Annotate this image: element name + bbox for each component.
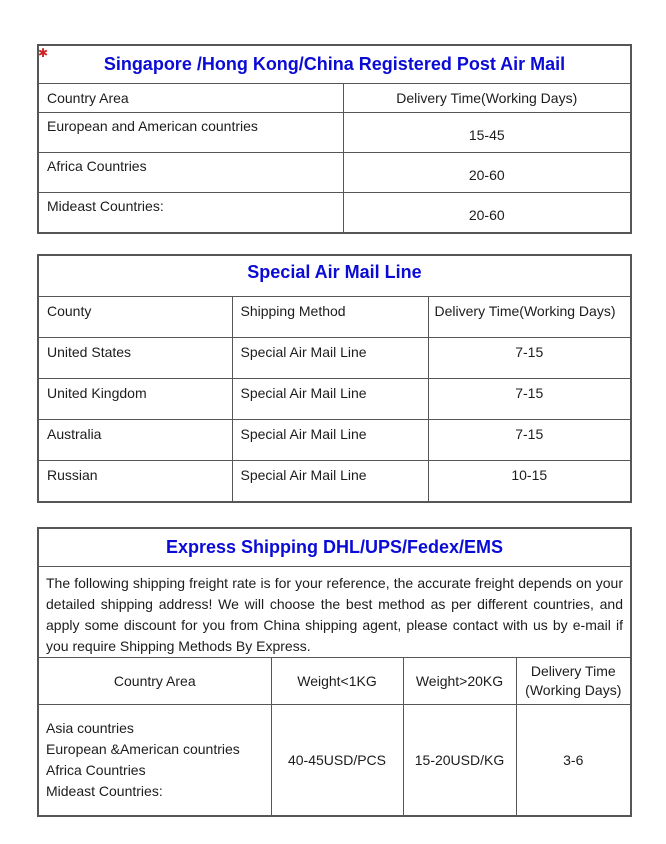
delivery-time-cell: 20-60 (343, 153, 631, 193)
table-row (38, 379, 631, 420)
column-header-county: County (38, 297, 232, 338)
column-header-delivery-time: Delivery Time (Working Days) (516, 658, 631, 705)
country-cell: Africa Countries (38, 153, 343, 193)
shipping-method-cell: Special Air Mail Line (232, 338, 428, 379)
delivery-time-cell: 7-15 (428, 420, 631, 461)
shipping-method-cell: Special Air Mail Line (232, 461, 428, 503)
column-header-delivery-time: Delivery Time(Working Days) (428, 297, 631, 338)
delivery-time-cell: 7-15 (428, 338, 631, 379)
shipping-method-cell: Special Air Mail Line (232, 379, 428, 420)
country-cell: Russian (38, 461, 232, 503)
delivery-time-cell: 7-15 (428, 379, 631, 420)
column-header-country-area: Country Area (38, 658, 271, 705)
column-header-country-area: Country Area (38, 84, 343, 113)
table-header-row (38, 297, 631, 338)
special-air-mail-title: Special Air Mail Line (38, 255, 631, 297)
delivery-time-cell: 20-60 (343, 193, 631, 234)
country-cell: United States (38, 338, 232, 379)
table-title-row (38, 45, 631, 84)
delivery-time-cell: 15-45 (343, 113, 631, 153)
express-shipping-table (37, 527, 632, 817)
country-cell: European and American countries (38, 113, 343, 153)
country-cell: Mideast Countries: (38, 193, 343, 234)
table-row (38, 461, 631, 503)
table-row (38, 113, 631, 153)
country-cell: United Kingdom (38, 379, 232, 420)
weight-lt-1kg-cell: 40-45USD/PCS (271, 705, 403, 817)
red-mark-icon: ✱ (38, 46, 49, 60)
column-header-weight-gt-20kg: Weight>20KG (403, 658, 516, 705)
special-air-mail-table (37, 254, 632, 503)
country-list-item: Asia countries (46, 720, 134, 736)
table-header-row (38, 658, 631, 705)
table-title-row (38, 255, 631, 297)
country-list-cell (38, 705, 271, 817)
country-cell: Australia (38, 420, 232, 461)
column-header-delivery-time: Delivery Time(Working Days) (343, 84, 631, 113)
registered-post-table (37, 44, 632, 234)
registered-post-title: Singapore /Hong Kong/China Registered Post Air Mail (38, 45, 631, 84)
country-list-item: European &American countries (46, 741, 240, 757)
column-header-shipping-method: Shipping Method (232, 297, 428, 338)
table-title-row (38, 528, 631, 567)
country-list-item: Mideast Countries: (46, 783, 163, 799)
delivery-time-cell: 10-15 (428, 461, 631, 503)
table-row (38, 420, 631, 461)
table-row (38, 705, 631, 817)
table-note-row (38, 567, 631, 658)
table-header-row (38, 84, 631, 113)
weight-gt-20kg-cell: 15-20USD/KG (403, 705, 516, 817)
express-shipping-title: Express Shipping DHL/UPS/Fedex/EMS (38, 528, 631, 567)
column-header-weight-lt-1kg: Weight<1KG (271, 658, 403, 705)
page (0, 44, 666, 844)
shipping-note-text: The following shipping freight rate is for your reference, the accurate freight depends on your detailed shipping address! We will choose the best method as per different countries, and apply some discount for you from China shipping agent, please contact with us by e-mail if you require Shipping Methods By Express. (38, 567, 631, 658)
delivery-time-cell: 3-6 (516, 705, 631, 817)
table-row (38, 338, 631, 379)
shipping-method-cell: Special Air Mail Line (232, 420, 428, 461)
country-list-item: Africa Countries (46, 762, 146, 778)
table-row (38, 153, 631, 193)
table-row (38, 193, 631, 234)
